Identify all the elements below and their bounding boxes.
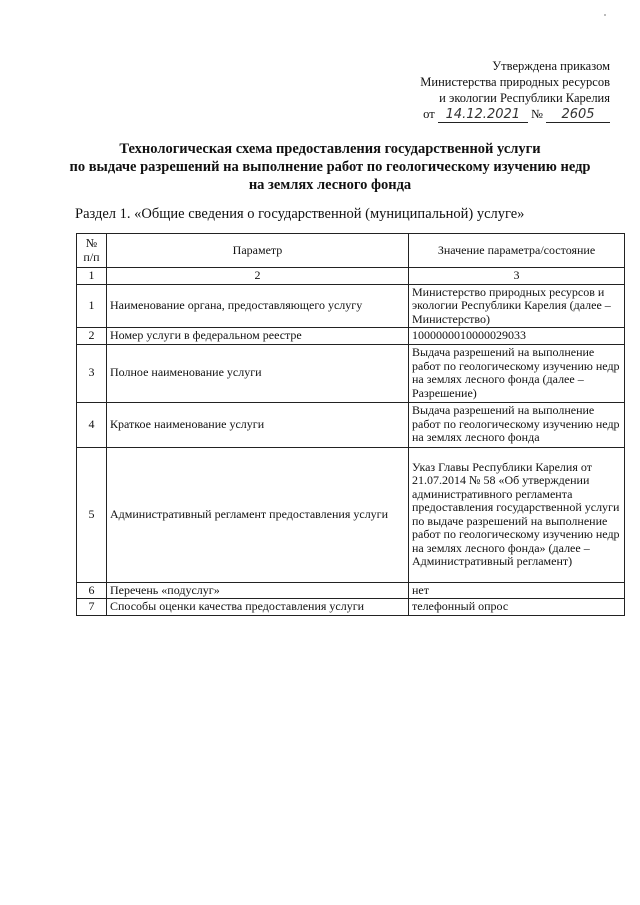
row-param: Административный регламент предоставления услуги <box>107 447 409 582</box>
row-param: Полное наименование услуги <box>107 344 409 402</box>
approval-number: 2605 <box>546 108 610 123</box>
row-num: 4 <box>77 402 107 447</box>
row-num: 3 <box>77 344 107 402</box>
row-param: Перечень «подуслуг» <box>107 582 409 599</box>
row-param: Наименование органа, предоставляющего услугу <box>107 284 409 328</box>
row-num: 2 <box>77 328 107 345</box>
table-row <box>77 328 625 345</box>
title-line-2: по выдаче разрешений на выполнение работ по геологическому изучению недр <box>69 159 591 175</box>
title-line-1: Технологическая схема предоставления государственной услуги <box>119 141 541 157</box>
approval-line-3: и экологии Республики Карелия <box>439 91 610 105</box>
service-info-table <box>76 233 625 616</box>
row-value: Министерство природных ресурсов и экологии Республики Карелия (далее – Министерство) <box>409 284 625 328</box>
title-line-3: на землях лесного фонда <box>248 177 412 193</box>
from-label: от <box>423 107 435 121</box>
scan-speck <box>604 14 606 16</box>
row-param: Краткое наименование услуги <box>107 402 409 447</box>
row-num: 1 <box>77 284 107 328</box>
header-value: Значение параметра/состояние <box>409 234 625 268</box>
number-label: № <box>530 107 543 121</box>
approval-line-1: Утверждена приказом <box>492 59 610 73</box>
row-value: нет <box>409 582 625 599</box>
approval-date-line <box>420 106 610 123</box>
table-row <box>77 344 625 402</box>
row-value: Указ Главы Республики Карелия от 21.07.2014 № 58 «Об утверждении административного регламента предоставления государственной услуги по выдаче разрешений на выполнение работ по геологическому изучению недр на землях лесного фонда» (далее – Административный регламент) <box>409 447 625 582</box>
row-param: Номер услуги в федеральном реестре <box>107 328 409 345</box>
header-param: Параметр <box>107 234 409 268</box>
row-param: Способы оценки качества предоставления услуги <box>107 599 409 616</box>
header-num: № п/п <box>77 234 107 268</box>
row-num: 7 <box>77 599 107 616</box>
table-row <box>77 599 625 616</box>
index-cell: 3 <box>409 268 625 285</box>
row-value: телефонный опрос <box>409 599 625 616</box>
table-row <box>77 447 625 582</box>
section-heading: Раздел 1. «Общие сведения о государственной (муниципальной) услуге» <box>75 206 525 222</box>
table-index-row <box>77 268 625 285</box>
approval-stamp <box>420 58 610 123</box>
table-row <box>77 284 625 328</box>
table-row <box>77 582 625 599</box>
row-value: 1000000010000029033 <box>409 328 625 345</box>
approval-line-2: Министерства природных ресурсов <box>420 75 610 89</box>
approval-date: 14.12.2021 <box>438 108 528 123</box>
table-row <box>77 402 625 447</box>
row-num: 5 <box>77 447 107 582</box>
index-cell: 2 <box>107 268 409 285</box>
row-num: 6 <box>77 582 107 599</box>
index-cell: 1 <box>77 268 107 285</box>
row-value: Выдача разрешений на выполнение работ по геологическому изучению недр на землях лесного фонда <box>409 402 625 447</box>
document-title <box>60 140 600 194</box>
row-value: Выдача разрешений на выполнение работ по геологическому изучению недр на землях лесного фонда (далее – Разрешение) <box>409 344 625 402</box>
table-header-row <box>77 234 625 268</box>
